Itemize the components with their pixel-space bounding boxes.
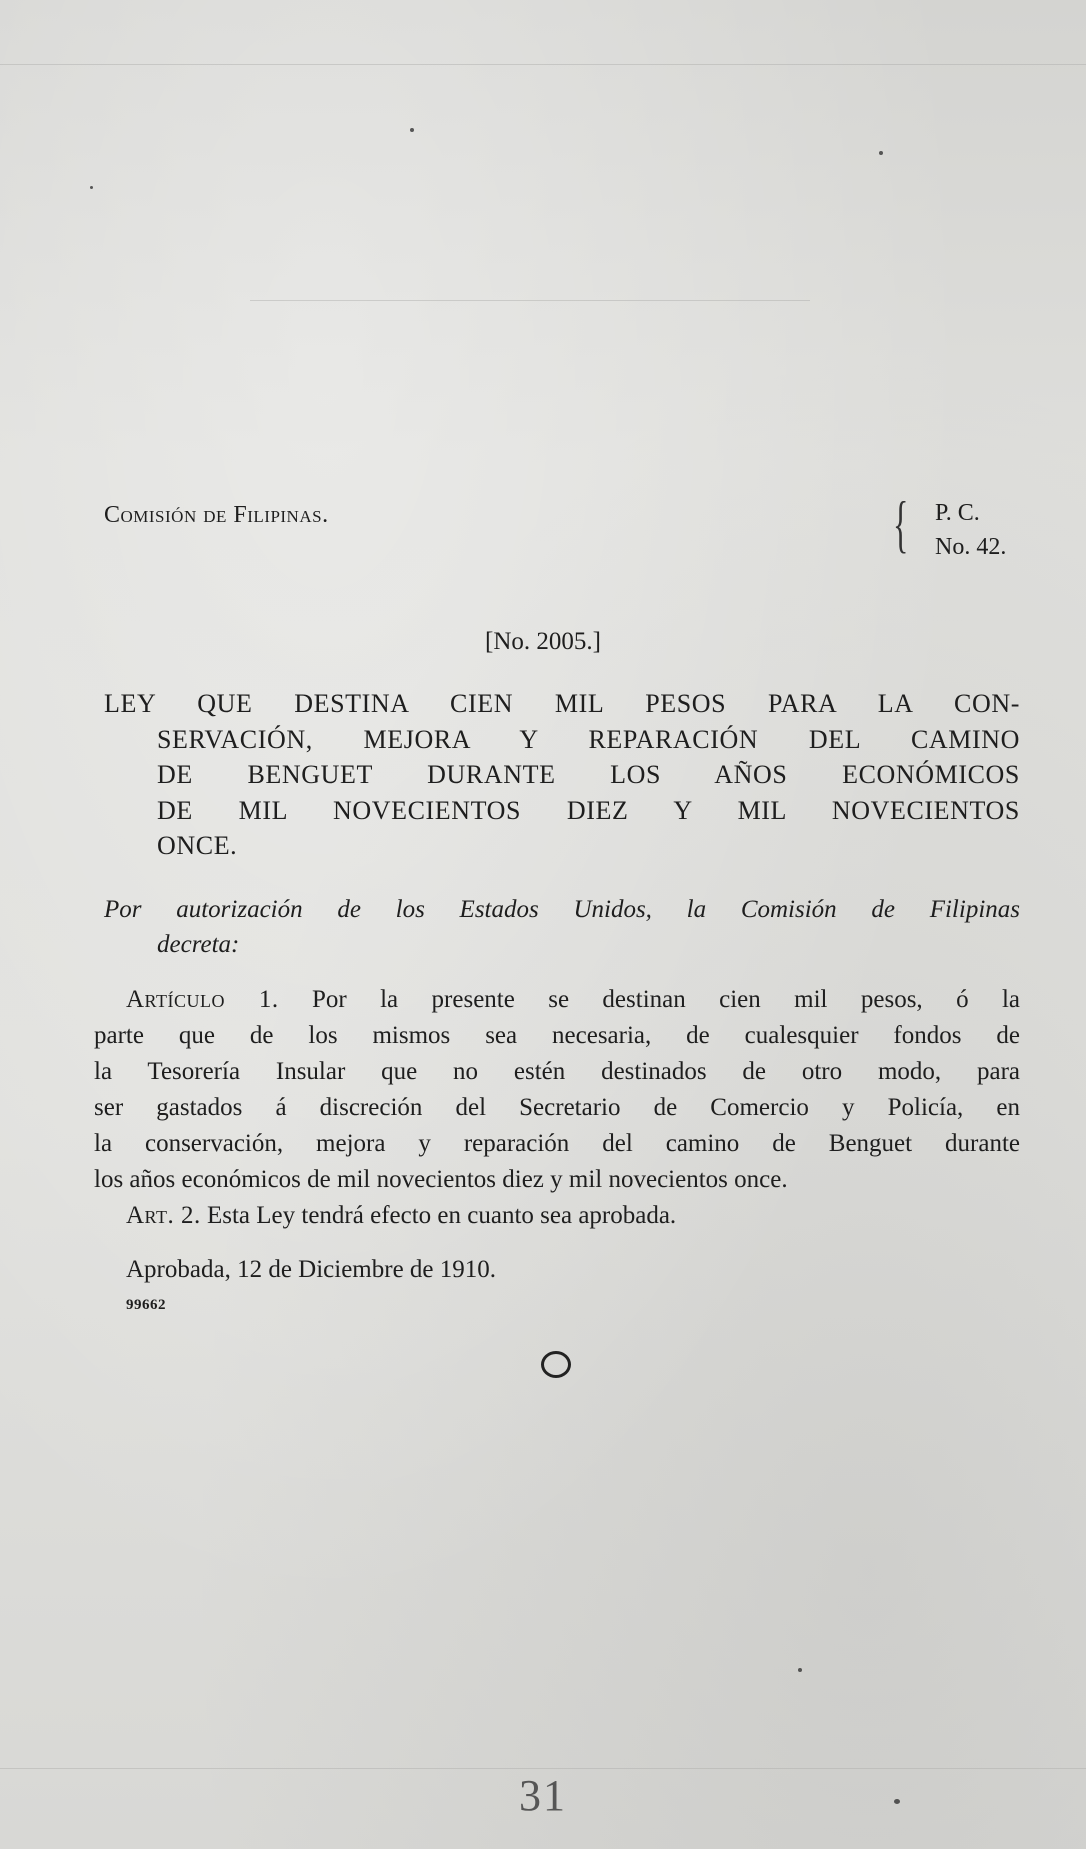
paper-speck bbox=[879, 151, 883, 155]
end-ornament-circle bbox=[541, 1351, 571, 1378]
law-number: [No. 2005.] bbox=[485, 628, 601, 655]
article-1-label: Artículo 1. bbox=[126, 986, 279, 1013]
article-1-line: ser gastados á discreción del Secretario de Comercio y Policía, en bbox=[94, 1094, 1020, 1121]
paper-speck bbox=[90, 186, 93, 189]
approval-date: Aprobada, 12 de Diciembre de 1910. bbox=[126, 1256, 497, 1283]
title-line: LEY QUE DESTINA CIEN MIL PESOS PARA LA CON- bbox=[104, 689, 1020, 718]
brace-glyph: { bbox=[893, 488, 909, 559]
article-1-line: la Tesorería Insular que no estén destinados de otro modo, para bbox=[94, 1058, 1020, 1085]
article-1-line: los años económicos de mil novecientos diez y mil novecientos once. bbox=[94, 1166, 788, 1193]
pc-label: P. C. bbox=[935, 500, 980, 526]
print-code: 99662 bbox=[126, 1297, 166, 1313]
title-line: DE MIL NOVECIENTOS DIEZ Y MIL NOVECIENTOS bbox=[157, 795, 1020, 825]
law-body bbox=[94, 982, 1020, 1234]
paper-speck bbox=[410, 128, 414, 132]
law-title bbox=[104, 686, 1020, 864]
article-1-line bbox=[94, 982, 1020, 1018]
article-2-text: Esta Ley tendrá efecto en cuanto sea aprobada. bbox=[206, 1202, 677, 1229]
title-line: SERVACIÓN, MEJORA Y REPARACIÓN DEL CAMINO bbox=[157, 724, 1020, 754]
enacting-clause bbox=[104, 892, 1020, 962]
enacting-line: Por autorización de los Estados Unidos, la Comisión de Filipinas bbox=[104, 896, 1020, 923]
article-1-line: la conservación, mejora y reparación del camino de Benguet durante bbox=[94, 1130, 1020, 1157]
paper-speck bbox=[798, 1668, 802, 1672]
article-1-line: parte que de los mismos sea necesaria, de cualesquier fondos de bbox=[94, 1022, 1020, 1049]
commission-heading: Comisión de Filipinas. bbox=[104, 502, 329, 528]
title-line: ONCE. bbox=[157, 831, 238, 860]
pc-reference bbox=[893, 488, 1033, 568]
paper-crease bbox=[0, 1768, 1086, 1769]
title-line: DE BENGUET DURANTE LOS AÑOS ECONÓMICOS bbox=[157, 760, 1020, 789]
article-2-label: Art. 2. bbox=[126, 1202, 201, 1229]
enacting-line: decreta: bbox=[157, 931, 240, 958]
paper-crease bbox=[0, 64, 1086, 65]
paper-crease bbox=[250, 300, 810, 301]
article-1-text: Por la presente se destinan cien mil pesos, ó la bbox=[312, 986, 1020, 1013]
pc-number: No. 42. bbox=[935, 534, 1007, 560]
article-2-line bbox=[94, 1198, 1020, 1234]
page-number: 31 bbox=[519, 1771, 567, 1820]
